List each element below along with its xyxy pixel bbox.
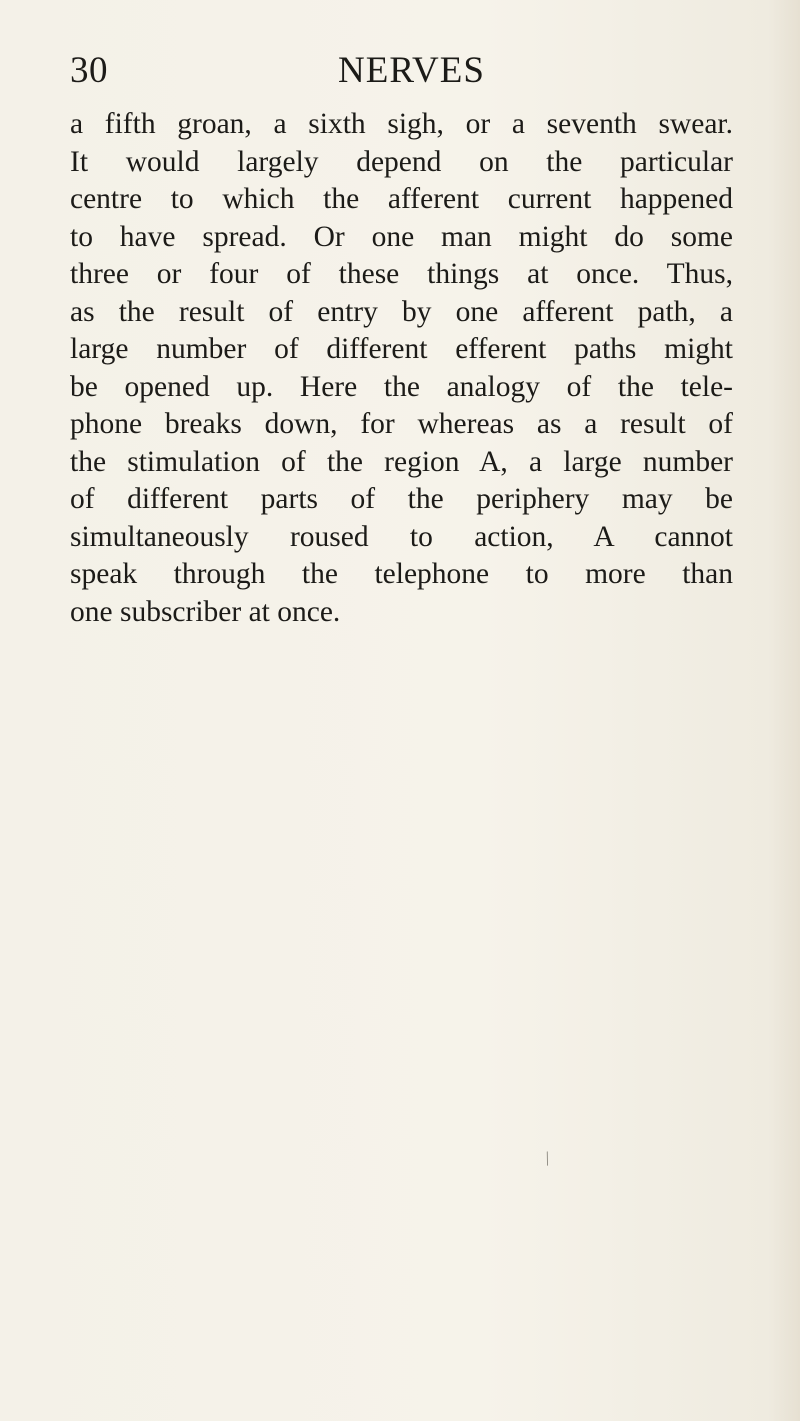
text-line: of different parts of the periphery may be [70,483,733,515]
text-line: to have spread. Or one man might do some [70,220,733,253]
text-line: the stimulation of the region A, a large number [70,445,733,478]
text-line: a fifth groan, a sixth sigh, or a seventh swear. [70,108,733,140]
page-header [70,46,733,96]
text-line: one subscriber at once. [70,595,341,628]
text-line: large number of different efferent paths might [70,333,733,365]
text-line: three or four of these things at once. Thus, [70,258,733,290]
text-line: speak through the telephone to more than [70,558,733,590]
text-line: phone breaks down, for whereas as a result of [70,408,733,440]
text-line: centre to which the afferent current happened [70,183,733,215]
text-line: as the result of entry by one afferent path, a [70,295,733,328]
text-line: simultaneously roused to action, A cannot [70,520,733,553]
stray-pencil-mark: / [541,1147,554,1171]
text-line: It would largely depend on the particular [70,145,733,178]
page-number: 30 [70,50,108,91]
body-paragraph [70,106,733,631]
text-line: be opened up. Here the analogy of the tele- [70,370,733,403]
running-head: NERVES [338,50,485,91]
